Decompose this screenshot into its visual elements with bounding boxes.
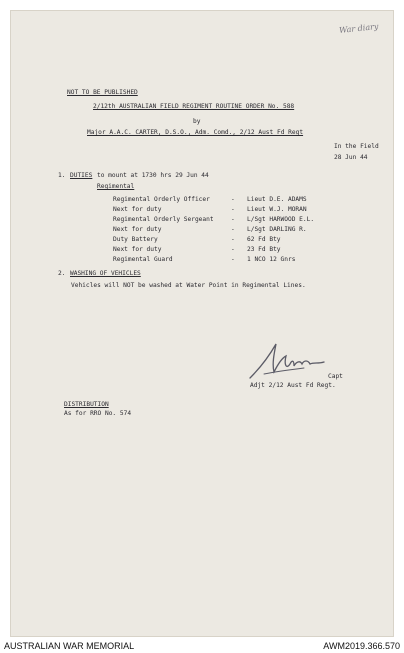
archive-footer — [0, 641, 404, 653]
section-1-number: 1. — [58, 172, 66, 179]
duty-dash: - — [231, 256, 235, 263]
restriction-notice: NOT TO BE PUBLISHED — [67, 89, 138, 96]
duty-dash: - — [231, 246, 235, 253]
archive-name: AUSTRALIAN WAR MEMORIAL — [4, 641, 135, 651]
section-1-heading: DUTIES — [70, 172, 93, 179]
section-2-heading: WASHING OF VEHICLES — [70, 270, 141, 277]
duty-dash: - — [231, 196, 235, 203]
duty-role: Regimental Orderly Sergeant — [113, 216, 214, 223]
duty-dash: - — [231, 216, 235, 223]
distribution-text: As for RRO No. 574 — [64, 410, 132, 417]
signature-appointment: Adjt 2/12 Aust Fd Regt. — [250, 382, 336, 389]
duty-dash: - — [231, 226, 235, 233]
order-date: 28 Jun 44 — [334, 154, 368, 161]
section-1-subheading: Regimental — [97, 183, 135, 190]
order-title: 2/12th AUSTRALIAN FIELD REGIMENT ROUTINE ORDER No. 588 — [93, 103, 295, 110]
commander-line: Major A.A.C. CARTER, D.S.O., Adm. Comd., 2/12 Aust Fd Regt — [87, 129, 304, 136]
section-1-intro: to mount at 1730 hrs 29 Jun 44 — [97, 172, 209, 179]
duty-dash: - — [231, 206, 235, 213]
duty-assignee: L/Sgt HARWOOD E.L. — [247, 216, 315, 223]
section-2-number: 2. — [58, 270, 66, 277]
duty-role: Next for duty — [113, 226, 162, 233]
section-2-text: Vehicles will NOT be washed at Water Point in Regimental Lines. — [71, 282, 306, 289]
signature-mark — [244, 334, 330, 384]
duty-role: Next for duty — [113, 246, 162, 253]
signature-rank: Capt — [328, 373, 343, 380]
duty-assignee: L/Sgt DARLING R. — [247, 226, 307, 233]
duty-assignee: 23 Fd Bty — [247, 246, 281, 253]
duty-assignee: Lieut W.J. MORAN — [247, 206, 307, 213]
duty-role: Next for duty — [113, 206, 162, 213]
duty-assignee: Lieut D.E. ADAMS — [247, 196, 307, 203]
archive-reference: AWM2019.366.570 — [323, 641, 400, 651]
by-label: by — [193, 118, 201, 125]
duty-role: Duty Battery — [113, 236, 158, 243]
distribution-heading: DISTRIBUTION — [64, 401, 109, 408]
location-text: In the Field — [334, 143, 379, 150]
handwritten-note: War diary — [338, 21, 379, 36]
duty-role: Regimental Guard — [113, 256, 173, 263]
duty-role: Regimental Orderly Officer — [113, 196, 210, 203]
duty-assignee: 62 Fd Bty — [247, 236, 281, 243]
duty-assignee: 1 NCO 12 Gnrs — [247, 256, 296, 263]
duty-dash: - — [231, 236, 235, 243]
